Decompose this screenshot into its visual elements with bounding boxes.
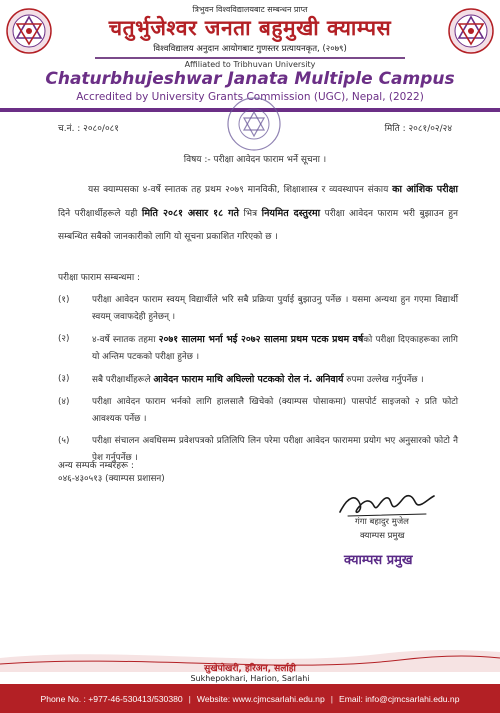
footer-address-nepali: सुखेपोखरी, हरिअन, सर्लाही: [204, 664, 296, 674]
contact-number: ०४६-४३०५१३ (क्याम्पस प्रशासन): [58, 474, 165, 484]
item-text-part: को परीक्षा दिएकाहरूका लागि यो अन्तिम पटकको परीक्षा हुनेछ ।: [92, 335, 458, 362]
notice-paragraph: [58, 178, 458, 249]
item-text-part: ४-वर्षे स्नातक तहमा: [92, 335, 159, 345]
header-top-line: त्रिभुवन विश्वविद्यालयबाट सम्बन्धन प्राप्त: [192, 5, 308, 14]
official-stamp-icon: [218, 96, 290, 158]
paragraph-text: भित्र: [238, 209, 262, 219]
item-text: [92, 331, 458, 366]
header-rule: [95, 57, 405, 59]
list-item: [58, 331, 458, 366]
item-number: (२): [58, 334, 70, 344]
paragraph-text: यस क्याम्पसका ४-वर्षे स्नातक तह प्रथम २०७९ मानविकी, शिक्षाशास्त्र र व्यवस्थापन संकाय: [88, 185, 393, 195]
item-text-part: सबै परीक्षार्थीहरूले: [92, 375, 154, 385]
signatory-name: गंगा बहादुर मुजेल: [355, 517, 409, 527]
item-number: (३): [58, 374, 70, 384]
footer-phone: Phone No. : +977-46-530413/530380: [40, 693, 183, 704]
paragraph-bold: का आंशिक परीक्षा: [392, 184, 459, 195]
list-item: [58, 394, 458, 428]
notice-subject: विषय :- परीक्षा आवेदन फाराम भर्ने सूचना ।: [183, 155, 327, 165]
list-item: [58, 371, 458, 389]
item-text: परीक्षा संचालन अवधिसम्म प्रवेशपत्रको प्रतिलिपि लिन परेमा परीक्षा आवेदन फाराममा प्रयोग भए अनुसारको फोटो नै पेश गर्नुपर्नेछ ।: [92, 436, 458, 463]
reference-number: च.नं. : २०८०/०८१: [58, 124, 119, 134]
paragraph-text: दिने परीक्षार्थीहरूले यही: [58, 209, 142, 219]
signatory-stamp: क्याम्पस प्रमुख: [344, 553, 413, 568]
item-number: (१): [58, 295, 70, 305]
footer-contact-bar: [0, 684, 500, 713]
footer-email-link[interactable]: Email: info@cjmcsarlahi.edu.np: [338, 693, 460, 704]
paragraph-text: परीक्षा आवेदन फाराम भरी बुझाउन हुन सम्बन्धित सबैको जानकारीको लागि यो सूचना प्रकाशित गरिएको छ ।: [58, 209, 458, 242]
contact-heading: अन्य सम्पर्क नम्बरहरू :: [58, 461, 134, 471]
section-heading: परीक्षा फाराम सम्बन्धमा :: [58, 273, 141, 283]
paragraph-deadline: मिति २०८१ असार १८ गते: [141, 208, 239, 219]
footer-separator: |: [330, 693, 333, 704]
item-bold-text: आवेदन फाराम माथि अघिल्लो पटकको रोल नं. अनिवार्य: [153, 374, 344, 385]
notice-date: मिति : २०८१/०२/२४: [384, 124, 452, 134]
instruction-list: [58, 292, 458, 472]
paragraph-bold: नियमित दस्तुरमा: [261, 208, 321, 219]
item-text: [92, 371, 458, 389]
signatory-role: क्याम्पस प्रमुख: [360, 531, 405, 541]
affiliation-text: Affiliated to Tribhuvan University: [184, 60, 316, 69]
header-subtitle: विश्वविद्यालय अनुदान आयोगबाट गुणस्तर प्रत्यायनकृत, (२०७९): [153, 44, 347, 54]
footer-separator: |: [188, 693, 191, 704]
list-item: [58, 292, 458, 326]
accreditation-text: Accredited by University Grants Commission (UGC), Nepal, (2022): [76, 91, 424, 103]
item-text-part: रुपमा उल्लेख गर्नुपर्नेछ ।: [343, 375, 424, 385]
item-number: (५): [58, 436, 70, 446]
item-bold-text: २०७१ सालमा भर्ना भई २०७२ सालमा प्रथम पटक प्रथम वर्ष: [158, 334, 364, 345]
campus-title-nepali: चतुर्भुजेश्वर जनता बहुमुखी क्याम्पस: [108, 16, 392, 40]
campus-title-english: Chaturbhujeshwar Janata Multiple Campus: [45, 69, 455, 89]
footer-address-english: Sukhepokhari, Harion, Sarlahi: [190, 674, 310, 683]
item-text: परीक्षा आवेदन फाराम स्वयम् विद्यार्थीले भरि सबै प्रक्रिया पुर्याई बुझाउनु पर्नेछ । यसमा अन्यथा हुन गएमा विद्यार्थी स्वयम् जवाफदेही हुनेछन् ।: [92, 295, 458, 322]
item-text: परीक्षा आवेदन फाराम भर्नको लागि हालसालै खिचेको (क्याम्पस पोसाकमा) पासपोर्ट साइजको २ प्रति फोटो आवश्यक पर्नेछ ।: [92, 397, 458, 424]
footer-website-link[interactable]: Website: www.cjmcsarlahi.edu.np: [196, 693, 325, 704]
item-number: (४): [58, 397, 70, 407]
